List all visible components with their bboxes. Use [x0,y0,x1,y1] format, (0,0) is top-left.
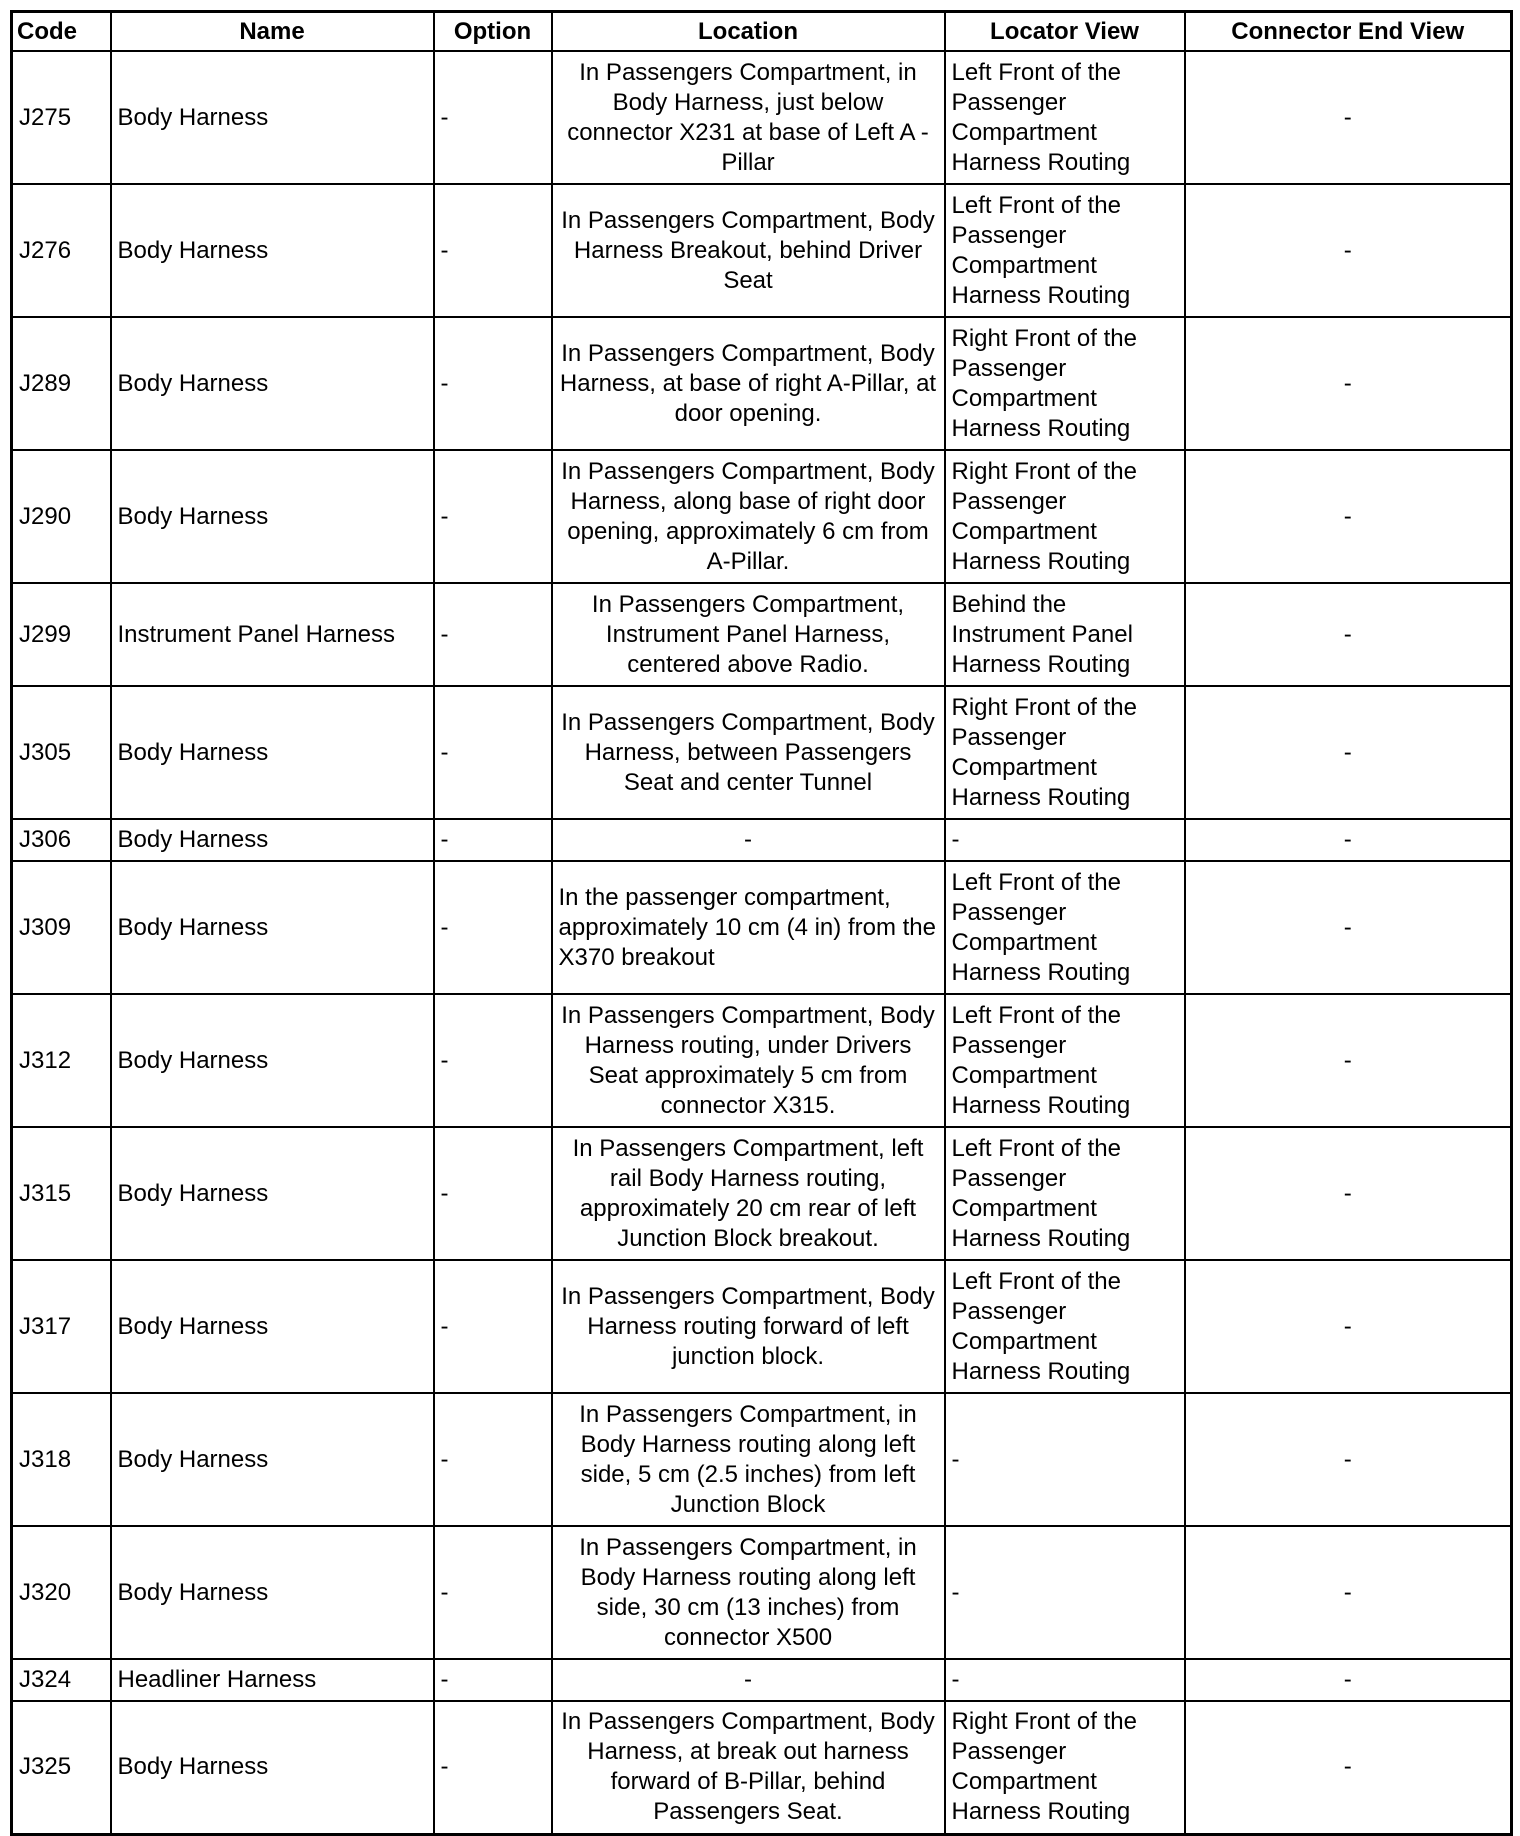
table-body [12,51,1512,1834]
cell-location: In Passengers Compartment, in Body Harness routing along left side, 5 cm (2.5 inches) from left Junction Block [552,1393,945,1526]
cell-option: - [434,686,552,819]
cell-location: In Passengers Compartment, in Body Harness, just below connector X231 at base of Left A - Pillar [552,51,945,184]
cell-connector-end-view: - [1185,1659,1512,1701]
header-locator-view: Locator View [945,12,1185,52]
cell-name: Body Harness [111,450,434,583]
cell-connector-end-view: - [1185,1393,1512,1526]
cell-name: Body Harness [111,819,434,861]
cell-name: Body Harness [111,1393,434,1526]
cell-connector-end-view: - [1185,184,1512,317]
cell-locator-view: Left Front of the Passenger Compartment Harness Routing [945,861,1185,994]
header-location: Location [552,12,945,52]
cell-connector-end-view: - [1185,583,1512,686]
cell-locator-view: - [945,819,1185,861]
cell-locator-view: Right Front of the Passenger Compartment Harness Routing [945,686,1185,819]
cell-connector-end-view: - [1185,994,1512,1127]
cell-option: - [434,861,552,994]
cell-name: Body Harness [111,1526,434,1659]
cell-name: Body Harness [111,1701,434,1834]
cell-code: J325 [12,1701,111,1834]
cell-locator-view: Left Front of the Passenger Compartment Harness Routing [945,51,1185,184]
header-code: Code [12,12,111,52]
cell-option: - [434,994,552,1127]
cell-locator-view: - [945,1393,1185,1526]
cell-connector-end-view: - [1185,51,1512,184]
cell-option: - [434,1659,552,1701]
table-row [12,1260,1512,1393]
table-row [12,861,1512,994]
cell-name: Body Harness [111,861,434,994]
cell-name: Body Harness [111,1260,434,1393]
cell-option: - [434,819,552,861]
cell-option: - [434,583,552,686]
cell-connector-end-view: - [1185,686,1512,819]
cell-location: In Passengers Compartment, Body Harness Breakout, behind Driver Seat [552,184,945,317]
cell-name: Instrument Panel Harness [111,583,434,686]
cell-code: J305 [12,686,111,819]
cell-option: - [434,317,552,450]
cell-location: In the passenger compartment, approximately 10 cm (4 in) from the X370 breakout [552,861,945,994]
table-row [12,583,1512,686]
cell-location: In Passengers Compartment, left rail Body Harness routing, approximately 20 cm rear of left Junction Block breakout. [552,1127,945,1260]
cell-code: J306 [12,819,111,861]
table-header [12,12,1512,52]
cell-code: J275 [12,51,111,184]
table-row [12,1701,1512,1834]
connector-table [10,10,1513,1836]
table-row [12,1526,1512,1659]
cell-locator-view: - [945,1659,1185,1701]
cell-locator-view: - [945,1526,1185,1659]
cell-location: - [552,1659,945,1701]
cell-option: - [434,1701,552,1834]
cell-location: In Passengers Compartment, Body Harness, between Passengers Seat and center Tunnel [552,686,945,819]
cell-connector-end-view: - [1185,1260,1512,1393]
cell-option: - [434,1260,552,1393]
header-row [12,12,1512,52]
cell-locator-view: Left Front of the Passenger Compartment Harness Routing [945,994,1185,1127]
table-row [12,317,1512,450]
cell-option: - [434,1393,552,1526]
cell-code: J289 [12,317,111,450]
cell-location: In Passengers Compartment, Instrument Panel Harness, centered above Radio. [552,583,945,686]
cell-option: - [434,450,552,583]
cell-option: - [434,184,552,317]
table-row [12,819,1512,861]
table-row [12,994,1512,1127]
cell-location: In Passengers Compartment, Body Harness routing forward of left junction block. [552,1260,945,1393]
cell-code: J318 [12,1393,111,1526]
table-row [12,51,1512,184]
cell-location: - [552,819,945,861]
cell-locator-view: Left Front of the Passenger Compartment Harness Routing [945,1127,1185,1260]
cell-code: J276 [12,184,111,317]
cell-location: In Passengers Compartment, Body Harness routing, under Drivers Seat approximately 5 cm from connector X315. [552,994,945,1127]
cell-option: - [434,51,552,184]
table-row [12,1393,1512,1526]
cell-code: J324 [12,1659,111,1701]
cell-code: J299 [12,583,111,686]
cell-option: - [434,1526,552,1659]
cell-locator-view: Behind the Instrument Panel Harness Routing [945,583,1185,686]
cell-locator-view: Right Front of the Passenger Compartment Harness Routing [945,450,1185,583]
cell-code: J309 [12,861,111,994]
table-row [12,184,1512,317]
cell-connector-end-view: - [1185,1127,1512,1260]
cell-connector-end-view: - [1185,450,1512,583]
cell-option: - [434,1127,552,1260]
cell-code: J290 [12,450,111,583]
cell-name: Body Harness [111,686,434,819]
header-option: Option [434,12,552,52]
table-row [12,1127,1512,1260]
cell-name: Headliner Harness [111,1659,434,1701]
table-row [12,450,1512,583]
cell-name: Body Harness [111,1127,434,1260]
cell-connector-end-view: - [1185,861,1512,994]
cell-location: In Passengers Compartment, Body Harness, at base of right A-Pillar, at door opening. [552,317,945,450]
cell-location: In Passengers Compartment, Body Harness, at break out harness forward of B-Pillar, behind Passengers Seat. [552,1701,945,1834]
cell-locator-view: Left Front of the Passenger Compartment Harness Routing [945,184,1185,317]
cell-name: Body Harness [111,994,434,1127]
cell-connector-end-view: - [1185,819,1512,861]
cell-code: J320 [12,1526,111,1659]
table-row [12,686,1512,819]
header-name: Name [111,12,434,52]
cell-locator-view: Right Front of the Passenger Compartment Harness Routing [945,317,1185,450]
cell-connector-end-view: - [1185,317,1512,450]
cell-code: J317 [12,1260,111,1393]
cell-name: Body Harness [111,51,434,184]
cell-code: J312 [12,994,111,1127]
cell-locator-view: Right Front of the Passenger Compartment Harness Routing [945,1701,1185,1834]
cell-connector-end-view: - [1185,1701,1512,1834]
cell-code: J315 [12,1127,111,1260]
cell-location: In Passengers Compartment, Body Harness, along base of right door opening, approximately 6 cm from A-Pillar. [552,450,945,583]
cell-location: In Passengers Compartment, in Body Harness routing along left side, 30 cm (13 inches) from connector X500 [552,1526,945,1659]
table-row [12,1659,1512,1701]
cell-name: Body Harness [111,317,434,450]
header-connector-end-view: Connector End View [1185,12,1512,52]
cell-name: Body Harness [111,184,434,317]
cell-locator-view: Left Front of the Passenger Compartment Harness Routing [945,1260,1185,1393]
cell-connector-end-view: - [1185,1526,1512,1659]
